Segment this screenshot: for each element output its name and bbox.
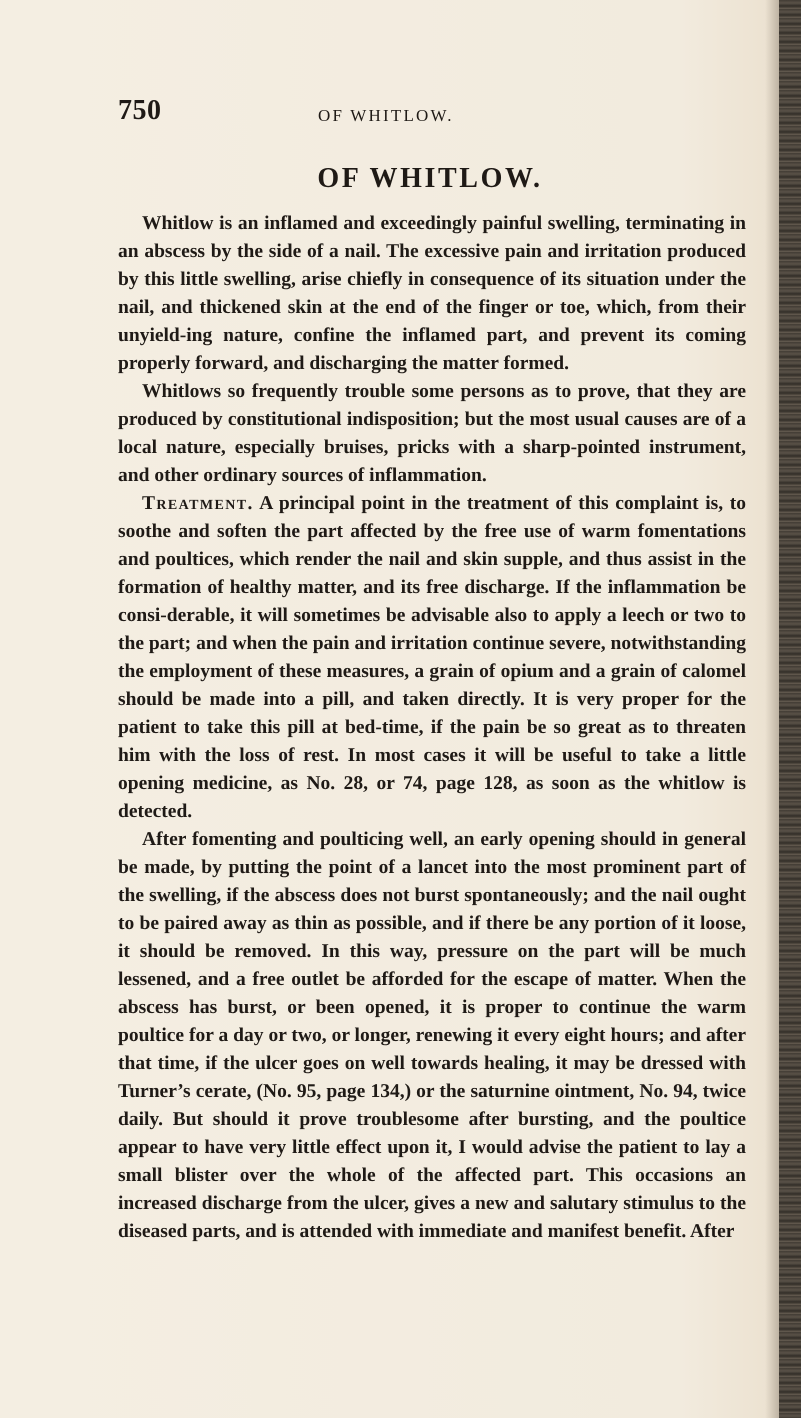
paragraph-4-text: After fomenting and poulticing well, an early opening should in general be made, by putting the point of a lancet into the most prominent part of the swelling, if the abscess does not burst spontaneously; and the nail ought to be paired away as thin as possible, and if there be any portion of it loose, it should be removed. In this way, pressure on the part will be much lessened, and a free outlet be afforded for the escape of matter. When the abscess has burst, or been opened, it is proper to continue the warm poultice for a day or two, or longer, renewing it every eight hours; and after that time, if the ulcer goes on well towards healing, it may be dressed with Turner’s cerate, (No. 95, page 134,) or the saturnine ointment, No. 94, twice daily. But should it prove troublesome after bursting, and the poultice appear to have very little effect upon it, I would advise the patient to lay a small blister over the whole of the affected part. This occasions an increased discharge from the ulcer, gives a new and salutary stimulus to the diseased parts, and is attended with immediate and manifest benefit. After — [118, 829, 746, 1242]
running-head: OF WHITLOW. — [318, 106, 454, 125]
chapter-title: OF WHITLOW. — [317, 163, 543, 194]
page-header — [118, 95, 758, 135]
paragraph-1-text: Whitlow is an inflamed and exceedingly painful swelling, terminating in an abscess by the side of a nail. The excessive pain and irritation produced by this little swelling, arise chiefly in consequence of its situation under the nail, and thickened skin at the end of the finger or toe, which, from their unyield-ing nature, confine the inflamed part, and prevent its coming properly forward, and discharging the matter formed. — [118, 213, 746, 374]
page-edge-binding — [779, 0, 801, 1418]
page-edge-shadow — [765, 0, 779, 1418]
paragraph-1 — [118, 210, 746, 378]
paragraph-3-text: A principal point in the treatment of this complaint is, to soothe and soften the part affected by the free use of warm fomentations and poultices, which render the nail and skin supple, and thus assist in the formation of healthy matter, and its free discharge. If the inflammation be consi-derable, it will sometimes be advisable also to apply a leech or two to the part; and when the pain and irritation continue severe, notwithstanding the employment of these measures, a grain of opium and a grain of calomel should be made into a pill, and taken directly. It is very proper for the patient to take this pill at bed-time, if the pain be so great as to threaten him with the loss of rest. In most cases it will be useful to take a little opening medicine, as No. 28, or 74, page 128, as soon as the whitlow is detected. — [118, 493, 746, 822]
paragraph-3 — [118, 490, 746, 826]
paragraph-2 — [118, 378, 746, 490]
paragraph-4 — [118, 826, 746, 1246]
paragraph-2-text: Whitlows so frequently trouble some persons as to prove, that they are produced by constitutional indisposition; but the most usual causes are of a local nature, especially bruises, pricks with a sharp-pointed instrument, and other ordinary sources of inflammation. — [118, 381, 746, 486]
body-text — [118, 210, 746, 1246]
treatment-heading: Treatment. — [142, 493, 254, 514]
page-number: 750 — [118, 95, 162, 126]
